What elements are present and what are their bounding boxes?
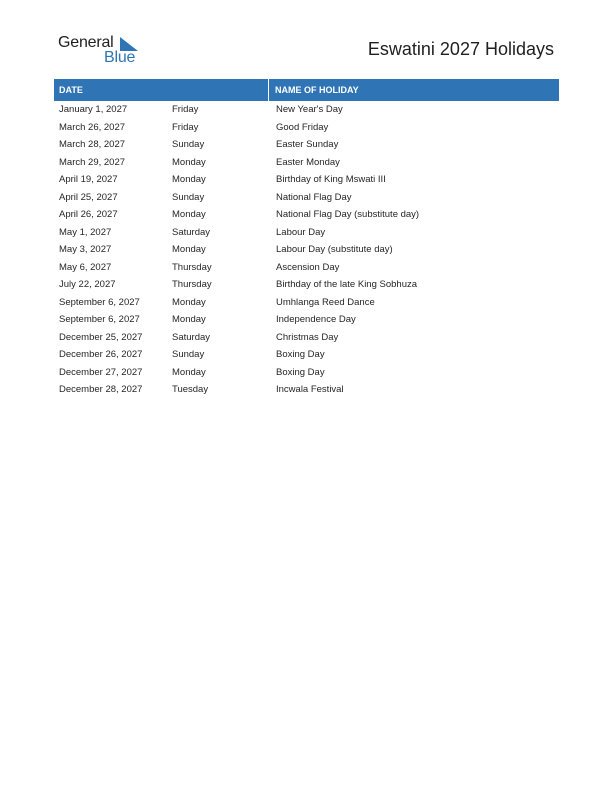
row-weekday: Tuesday bbox=[172, 384, 209, 396]
table-row bbox=[54, 329, 559, 347]
page-title: Eswatini 2027 Holidays bbox=[367, 39, 554, 59]
row-date: May 3, 2027 bbox=[59, 244, 112, 256]
table-row bbox=[54, 276, 559, 294]
row-date: December 28, 2027 bbox=[59, 384, 143, 396]
table-header bbox=[54, 79, 559, 101]
row-weekday: Monday bbox=[172, 174, 206, 186]
table-row bbox=[54, 136, 559, 154]
row-weekday: Monday bbox=[172, 156, 206, 168]
row-weekday: Thursday bbox=[172, 261, 212, 273]
row-holiday-name: Christmas Day bbox=[276, 331, 339, 343]
table-row bbox=[54, 381, 559, 399]
row-weekday: Sunday bbox=[172, 139, 205, 151]
table-row bbox=[54, 346, 559, 364]
row-holiday-name: Incwala Festival bbox=[276, 384, 344, 396]
row-date: April 25, 2027 bbox=[59, 191, 118, 203]
row-weekday: Monday bbox=[172, 209, 206, 221]
row-holiday-name: Easter Monday bbox=[276, 156, 340, 168]
logo bbox=[58, 34, 148, 70]
row-weekday: Monday bbox=[172, 314, 206, 326]
row-holiday-name: National Flag Day bbox=[276, 191, 352, 203]
row-weekday: Sunday bbox=[172, 349, 205, 361]
row-holiday-name: Labour Day (substitute day) bbox=[276, 244, 393, 256]
row-date: December 26, 2027 bbox=[59, 349, 143, 361]
row-date: December 27, 2027 bbox=[59, 366, 143, 378]
header-holiday-name: NAME OF HOLIDAY bbox=[275, 85, 359, 95]
row-date: April 26, 2027 bbox=[59, 209, 118, 221]
table-row bbox=[54, 189, 559, 207]
row-date: March 28, 2027 bbox=[59, 139, 126, 151]
table-row bbox=[54, 364, 559, 382]
row-holiday-name: Boxing Day bbox=[276, 349, 325, 361]
holiday-table bbox=[54, 79, 559, 399]
row-date: December 25, 2027 bbox=[59, 331, 143, 343]
table-row bbox=[54, 241, 559, 259]
row-date: January 1, 2027 bbox=[59, 104, 128, 116]
logo-word-general: General bbox=[58, 34, 114, 51]
row-date: March 29, 2027 bbox=[59, 156, 126, 168]
row-holiday-name: Ascension Day bbox=[276, 261, 340, 273]
table-row bbox=[54, 224, 559, 242]
row-date: September 6, 2027 bbox=[59, 296, 140, 308]
header-date: DATE bbox=[54, 79, 269, 101]
row-holiday-name: Good Friday bbox=[276, 121, 329, 133]
row-holiday-name: Labour Day bbox=[276, 226, 326, 238]
row-holiday-name: Umhlanga Reed Dance bbox=[276, 296, 375, 308]
table-row bbox=[54, 259, 559, 277]
row-weekday: Monday bbox=[172, 244, 206, 256]
row-weekday: Monday bbox=[172, 296, 206, 308]
row-holiday-name: Boxing Day bbox=[276, 366, 325, 378]
table-row bbox=[54, 311, 559, 329]
row-holiday-name: Birthday of the late King Sobhuza bbox=[276, 279, 418, 291]
row-holiday-name: New Year's Day bbox=[276, 104, 343, 116]
row-holiday-name: Birthday of King Mswati III bbox=[276, 174, 386, 186]
table-body bbox=[54, 101, 559, 399]
table-row bbox=[54, 119, 559, 137]
row-weekday: Monday bbox=[172, 366, 206, 378]
table-row bbox=[54, 294, 559, 312]
row-date: May 1, 2027 bbox=[59, 226, 112, 238]
table-row bbox=[54, 206, 559, 224]
table-row bbox=[54, 171, 559, 189]
row-weekday: Friday bbox=[172, 104, 199, 116]
row-weekday: Friday bbox=[172, 121, 199, 133]
row-weekday: Sunday bbox=[172, 191, 205, 203]
row-holiday-name: Independence Day bbox=[276, 314, 356, 326]
row-weekday: Thursday bbox=[172, 279, 212, 291]
table-row bbox=[54, 154, 559, 172]
row-weekday: Saturday bbox=[172, 226, 211, 238]
row-weekday: Saturday bbox=[172, 331, 211, 343]
row-date: April 19, 2027 bbox=[59, 174, 118, 186]
row-holiday-name: Easter Sunday bbox=[276, 139, 339, 151]
row-holiday-name: National Flag Day (substitute day) bbox=[276, 209, 420, 221]
row-date: September 6, 2027 bbox=[59, 314, 140, 326]
row-date: May 6, 2027 bbox=[59, 261, 112, 273]
logo-word-blue: Blue bbox=[104, 49, 136, 66]
table-row bbox=[54, 101, 559, 119]
row-date: March 26, 2027 bbox=[59, 121, 126, 133]
row-date: July 22, 2027 bbox=[59, 279, 116, 291]
